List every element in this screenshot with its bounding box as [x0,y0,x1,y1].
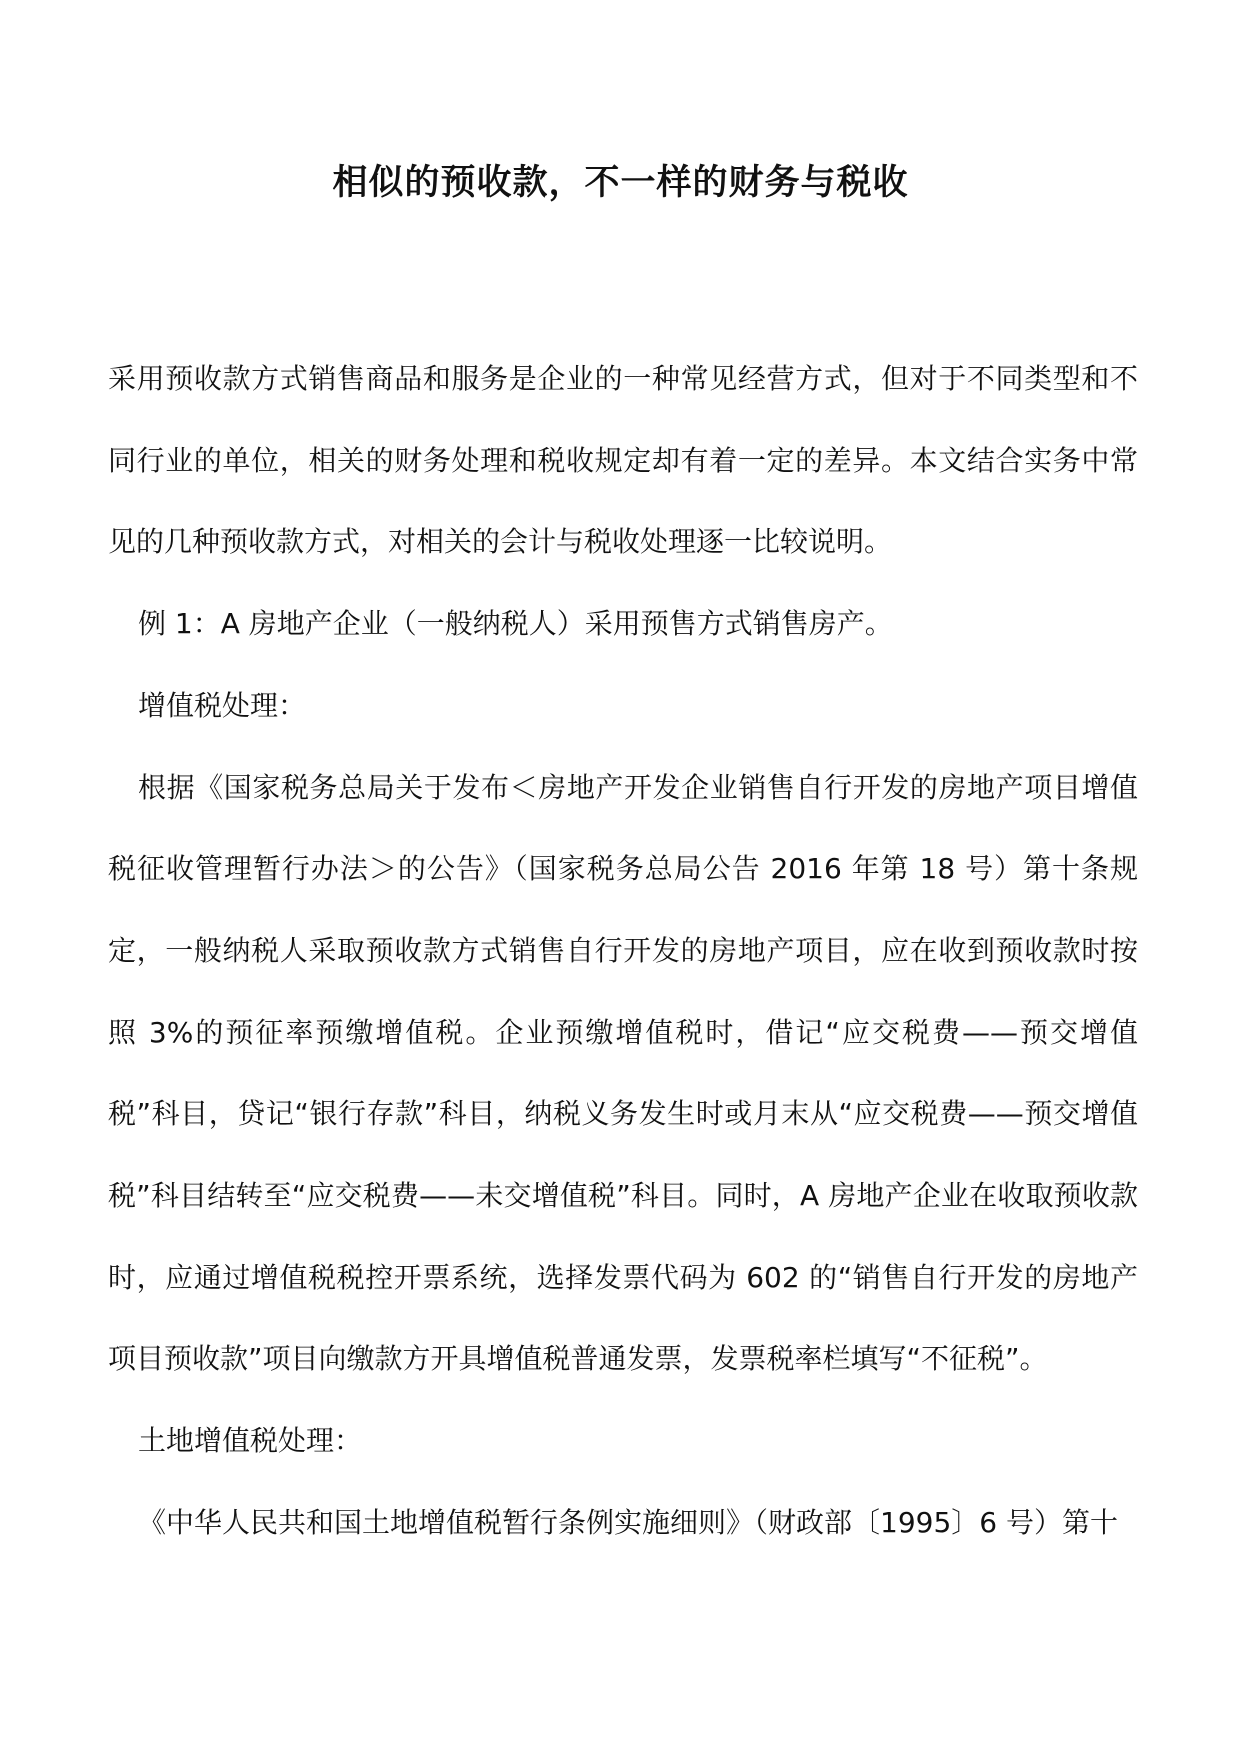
heading-vat-treatment: 增值税处理： [138,688,307,722]
heading-land-vat-treatment: 土地增值税处理： [138,1424,363,1458]
paragraph-example-1: 例 1：A 房地产企业（一般纳税人）采用预售方式销售房产。 [138,607,893,641]
paragraph-land-vat-rules: 《中华人民共和国土地增值税暂行条例实施细则》（财政部〔1995〕6 号）第十 [138,1505,1118,1539]
paragraph-intro: 采用预收款方式销售商品和服务是企业的一种常见经营方式，但对于不同类型和不同行业的单位，相关的财务处理和税收规定却有着一定的差异。本文结合实务中常见的几种预收款方式，对相关的会计与税收处理逐一比较说明。 [108,362,1138,559]
document-title: 相似的预收款，不一样的财务与税收 [332,163,909,203]
document-body [108,338,1138,1564]
paragraph-vat-rules: 根据《国家税务总局关于发布＜房地产开发企业销售自行开发的房地产项目增值税征收管理暂行办法＞的公告》（国家税务总局公告 2016 年第 18 号）第十条规定，一般纳税人采取预收款方式销售自行开发的房地产项目，应在收到预收款时按照 3%的预征率预缴增值税。企业预缴增值税时，借记“应交税费——预交增值税”科目，贷记“银行存款”科目，纳税义务发生时或月末从“应交税费——预交增值税”科目结转至“应交税费——未交增值税”科目。同时，A 房地产企业在收取预收款时，应通过增值税税控开票系统，选择发票代码为 602 的“销售自行开发的房地产项目预收款”项目向缴款方开具增值税普通发票，发票税率栏填写“不征税”。 [108,770,1138,1376]
